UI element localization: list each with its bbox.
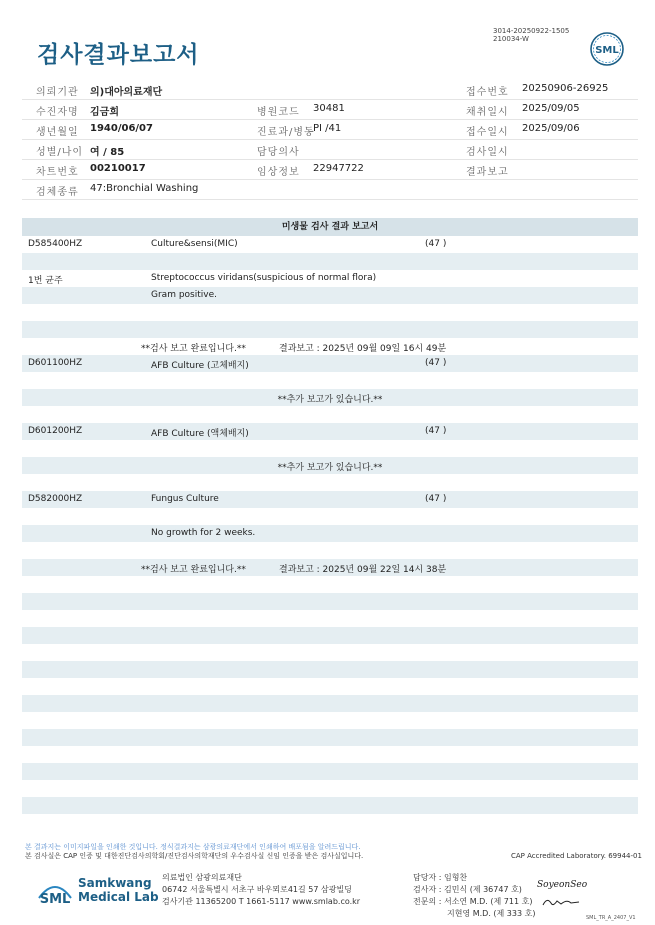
table-row [22, 593, 638, 610]
chart-no: 00210017 [90, 163, 146, 174]
table-row [22, 695, 638, 712]
hospital-code: 30481 [313, 103, 345, 114]
chart-no-label: 차트번호 [36, 167, 79, 178]
requesting-org: 의)대아의료재단 [90, 87, 163, 98]
info-row [22, 100, 638, 120]
svg-text:SML: SML [595, 45, 619, 56]
additional-report-note: **추가 보고가 있습니다.** [277, 395, 383, 405]
staff-list [413, 872, 535, 920]
table-row [22, 474, 638, 491]
clinical-info-label: 임상정보 [257, 167, 300, 178]
signature-scribble [541, 895, 581, 909]
test-name: AFB Culture (액체배지) [151, 429, 249, 439]
specimen-code: (47 ) [425, 494, 447, 504]
staff-line: 담당자 : 임형찬 [413, 873, 468, 882]
sml-badge-logo [590, 32, 624, 66]
specimen-code: (47 ) [425, 426, 447, 436]
info-row [22, 120, 638, 140]
dept-label: 진료과/병동 [257, 127, 315, 138]
info-row [22, 80, 638, 100]
cap-accreditation: CAP Accredited Laboratory. 69944-01 [511, 852, 642, 860]
table-row [22, 712, 638, 729]
lab-name-line-2: Medical Lab [78, 890, 159, 904]
test-date-label: 검사일시 [466, 147, 509, 158]
table-row [22, 508, 638, 525]
dob-label: 생년월일 [36, 127, 79, 138]
sml-logo [35, 874, 75, 908]
specimen: 47:Bronchial Washing [90, 183, 199, 194]
table-row [22, 576, 638, 593]
receipt-no: 20250906-26925 [522, 83, 609, 94]
table-row [22, 661, 638, 678]
receipt-date-label: 접수일시 [466, 127, 509, 138]
report-timestamp: 결과보고 : 2025년 09월 22일 14시 38분 [279, 565, 447, 575]
print-notice: 본 결과지는 이미지파일을 인쇄한 것입니다. 정식결과지는 삼광의료재단에서 인쇄하여 배포됨을 알려드립니다. [25, 843, 361, 851]
test-name: **검사 보고 완료입니다.** [141, 565, 246, 575]
test-name: No growth for 2 weeks. [151, 528, 256, 538]
test-name: AFB Culture (고체배지) [151, 361, 249, 371]
address-line: 의료법인 삼광의료재단 [162, 873, 242, 882]
test-code: D585400HZ [28, 239, 83, 249]
document-id-line-1: 3014-20250922-1505 [493, 27, 570, 35]
table-row [22, 236, 638, 253]
document-id-line-2: 210034-W [493, 35, 529, 43]
table-row [22, 372, 638, 389]
table-row [22, 559, 638, 576]
test-name: Gram positive. [151, 290, 217, 300]
table-row [22, 797, 638, 814]
document-id [493, 27, 569, 43]
specimen-label: 검체종류 [36, 187, 79, 198]
test-code: D601100HZ [28, 358, 83, 368]
table-row [22, 746, 638, 763]
receipt-date: 2025/09/06 [522, 123, 580, 134]
receipt-no-label: 접수번호 [466, 87, 509, 98]
lab-name [78, 876, 159, 904]
table-row [22, 270, 638, 287]
table-row [22, 814, 638, 831]
collection-date: 2025/09/05 [522, 103, 580, 114]
results-table [22, 236, 638, 831]
table-row [22, 338, 638, 355]
staff-line: 검사자 : 김민식 (제 36747 호) [413, 885, 522, 894]
page-title: 검사결과보고서 [37, 42, 200, 68]
test-name: Fungus Culture [151, 494, 219, 504]
requesting-org-label: 의뢰기관 [36, 87, 79, 98]
report-label: 결과보고 [466, 167, 509, 178]
table-row [22, 780, 638, 797]
table-row [22, 627, 638, 644]
footer-notice [25, 843, 363, 861]
staff-line: 지현영 M.D. (제 333 호) [447, 909, 536, 918]
report-timestamp: 결과보고 : 2025년 09월 09일 16시 49분 [279, 344, 447, 354]
table-row [22, 678, 638, 695]
info-row [22, 140, 638, 160]
lab-address [162, 872, 360, 908]
svg-text:SML: SML [39, 892, 71, 907]
table-row [22, 406, 638, 423]
form-code: SML_TR_A_2407_V1 [586, 915, 636, 921]
table-row [22, 763, 638, 780]
table-row [22, 355, 638, 372]
info-row [22, 160, 638, 180]
clinical-info: 22947722 [313, 163, 364, 174]
table-row [22, 525, 638, 542]
table-row [22, 491, 638, 508]
accreditation-notice: 본 검사실은 CAP 인증 및 대한진단검사의학회/진단검사의학재단의 우수검사실 신임 인증을 받은 검사실입니다. [25, 852, 364, 860]
table-row [22, 644, 638, 661]
sex-age-label: 성별/나이 [36, 147, 84, 158]
table-row [22, 542, 638, 559]
doctor-label: 담당의사 [257, 147, 300, 158]
patient-name: 김금희 [90, 107, 119, 118]
table-row [22, 389, 638, 406]
lab-name-line-1: Samkwang [78, 876, 152, 890]
test-name: Streptococcus viridans(suspicious of normal flora) [151, 273, 377, 283]
table-row [22, 729, 638, 746]
signature: SoyeonSeo [537, 880, 588, 890]
table-row [22, 610, 638, 627]
table-row [22, 321, 638, 338]
specimen-code: (47 ) [425, 239, 447, 249]
sex-age: 여 / 85 [90, 147, 125, 158]
info-row [22, 180, 638, 200]
table-row [22, 253, 638, 270]
test-code: D601200HZ [28, 426, 83, 436]
table-row [22, 440, 638, 457]
staff-line: 전문의 : 서소연 M.D. (제 711 호) [413, 897, 533, 906]
hospital-code-label: 병원코드 [257, 107, 300, 118]
dob: 1940/06/07 [90, 123, 153, 134]
specimen-code: (47 ) [425, 358, 447, 368]
table-row [22, 304, 638, 321]
test-code: D582000HZ [28, 494, 83, 504]
results-section-title: 미생물 검사 결과 보고서 [22, 218, 638, 236]
collection-date-label: 채취일시 [466, 107, 509, 118]
table-row [22, 457, 638, 474]
table-row [22, 287, 638, 304]
address-line: 06742 서울특별시 서초구 바우뫼로41길 57 삼광빌딩 [162, 885, 352, 894]
test-name: Culture&sensi(MIC) [151, 239, 238, 249]
table-row [22, 423, 638, 440]
patient-name-label: 수진자명 [36, 107, 79, 118]
test-code: 1번 균주 [28, 276, 63, 286]
additional-report-note: **추가 보고가 있습니다.** [277, 463, 383, 473]
address-line: 검사기관 11365200 T 1661-5117 www.smlab.co.kr [162, 897, 361, 906]
test-name: **검사 보고 완료입니다.** [141, 344, 246, 354]
dept: PI /41 [313, 123, 342, 134]
